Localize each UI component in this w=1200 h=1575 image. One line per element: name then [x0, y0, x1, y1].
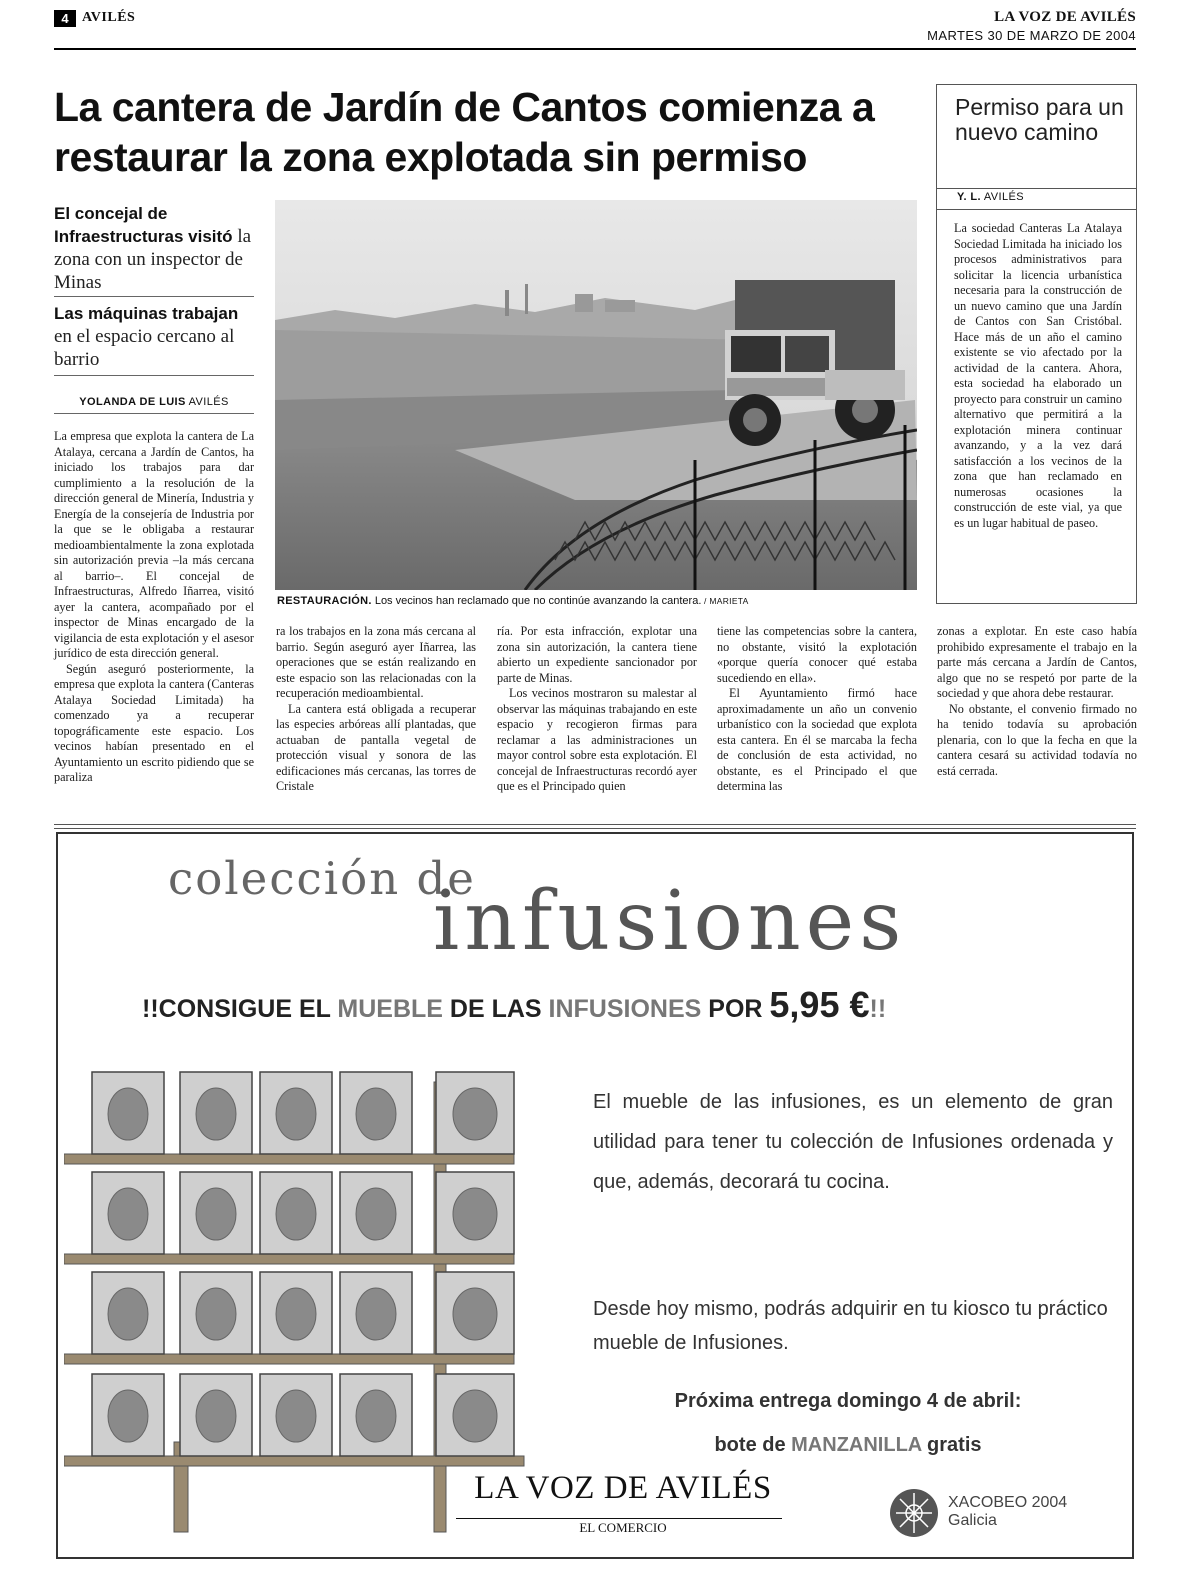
photo-caption: RESTAURACIÓN. Los vecinos han reclamado que no continúe avanzando la cantera. / MARIETA — [277, 595, 749, 607]
infusions-advertisement — [56, 832, 1134, 1559]
byline: YOLANDA DE LUIS AVILÉS — [79, 396, 229, 408]
ad-offer: !!CONSIGUE EL MUEBLE DE LAS INFUSIONES POR 5,95 €!! — [142, 984, 887, 1025]
article-column-5: zonas a explotar. En este caso había prohibido expresamente el trabajo en la parte más cercana a Jardín de Cantos, algo que no se respetó por parte de la sociedad y que ahora debe restaurar. No obstante, el convenio firmado no ha tenido todavía su aprobación plenaria, con lo que la fecha en que la cantera cesará su actividad todavía no está cerrada. — [937, 624, 1137, 778]
sidebar-byline: Y. L. AVILÉS — [957, 191, 1024, 203]
logo-rule — [456, 1518, 782, 1519]
newspaper-logo: LA VOZ DE AVILÉS — [474, 1470, 772, 1506]
subhead-1: El concejal de Infraestructuras visitó la zona con un inspector de Minas — [54, 204, 252, 293]
ad-separator — [54, 828, 1136, 829]
byline-rule — [54, 413, 254, 414]
ad-gift: bote de MANZANILLA gratis — [714, 1434, 982, 1456]
sidebar-text: La sociedad Canteras La Atalaya Sociedad Limitada ha iniciado los procesos administrativos para solicitar la licencia urbanística necesaria para la construcción de un nuevo camino que una Jardín de Cantos con San Cristóbal. Hace más de un año el camino existente se vio afectado por la actividad de la cantera. Ahora, esta sociedad ha elaborado un proyecto para construir un camino alternativo que permitirá a la explotación minera continuar avanzando, y a la vez dará satisfacción a los vecinos de la zona que han reclamado en numerosas ocasiones la construcción de este vial, ya que es un lugar habitual de paseo. — [954, 221, 1122, 530]
ad-separator — [54, 824, 1136, 825]
subhead-2: Las máquinas trabajan en el espacio cercano al barrio — [54, 304, 239, 370]
xacobeo-shell-icon — [888, 1487, 940, 1539]
article-column-2: ra los trabajos en la zona más cercana al barrio. Según aseguró ayer Iñarrea, las operaciones que se están realizando en este espacio son las relacionadas con la recuperación medioambiental. La cantera está obligada a recuperar las especies arbóreas allí plantadas, que actuaban de pantalla vegetal de protección visual y sonora de las edificaciones más cercanas, las torres de Cristale — [276, 624, 476, 793]
publication-name: LA VOZ DE AVILÉS — [994, 9, 1136, 25]
xacobeo-label: XACOBEO 2004 Galicia — [948, 1494, 1068, 1529]
article-column-3: ría. Por esta infracción, explotar una zona sin autorización, la cantera tiene abierto un expediente sancionador por parte de Minas. Los vecinos mostraron su malestar al observar las máquinas trabajando en este espacio y recogieron firmas para reclamar a las administraciones un mayor control sobre esta explotación. El concejal de Infraestructuras recordó ayer que es el Principado quien — [497, 624, 697, 793]
ad-body-text-2: Desde hoy mismo, podrás adquirir en tu kiosco tu práctico mueble de Infusiones. — [593, 1298, 1108, 1354]
article-column-1: La empresa que explota la cantera de La Atalaya, cercana a Jardín de Cantos, ha iniciado los trabajos para dar cumplimiento a la resolución de la dirección general de Minería, Industria y Energía de la consejería de Industria por la que se le obligaba a restaurar medioambientalmente la zona explotada sin autorización previa –la más cercana al barrio–. El concejal de Infraestructuras, Alfredo Iñarrea, visitó ayer la cantera, acompañado por el inspector de Minas encargado de la vigilancia de esta explotación y el asesor jurídico de esta dirección general. Según aseguró posteriormente, la empresa que explota la cantera (Canteras Atalaya Sociedad Limitada) ha comenzado ya a recuperar topográficamente este espacio. Los vecinos habían presentado en el Ayuntamiento un escrito pidiendo que se paraliza — [54, 429, 254, 784]
sidebar-box — [936, 84, 1137, 604]
section-name: AVILÉS — [82, 10, 136, 25]
sidebar-title: Permiso para un nuevo camino — [955, 94, 1124, 145]
ad-body-text: El mueble de las infusiones, es un elemento de gran utilidad para tener tu colección de Infusiones ordenada y que, además, decorará tu cocina. — [593, 1091, 1113, 1193]
newspaper-logo-sub: EL COMERCIO — [579, 1520, 667, 1535]
ad-title-line2: infusiones — [433, 874, 907, 969]
subhead-divider — [54, 375, 254, 376]
article-column-4: tiene las competencias sobre la cantera, no obstante, visitó la explotación «porque quería conocer qué estaba sucediendo en ella». El Ayuntamiento firmó hace aproximadamente un año un convenio urbanístico con la sociedad que explota esta cantera. En él se marcaba la fecha de conclusión de esta actividad, no obstante, es el Principado el que determina las — [717, 624, 917, 793]
issue-date: MARTES 30 DE MARZO DE 2004 — [927, 28, 1136, 43]
sidebar-rule — [937, 188, 1136, 189]
sidebar-rule — [937, 209, 1136, 210]
article-headline: La cantera de Jardín de Cantos comienza a restaurar la zona explotada sin permiso — [54, 84, 875, 180]
ad-next-delivery: Próxima entrega domingo 4 de abril: — [674, 1390, 1022, 1412]
subhead-divider — [54, 296, 254, 297]
header-rule — [54, 48, 1136, 50]
quarry-truck-photo — [275, 200, 917, 590]
page-number: 4 — [54, 10, 76, 27]
ad-title-line1: colección de — [168, 852, 476, 905]
